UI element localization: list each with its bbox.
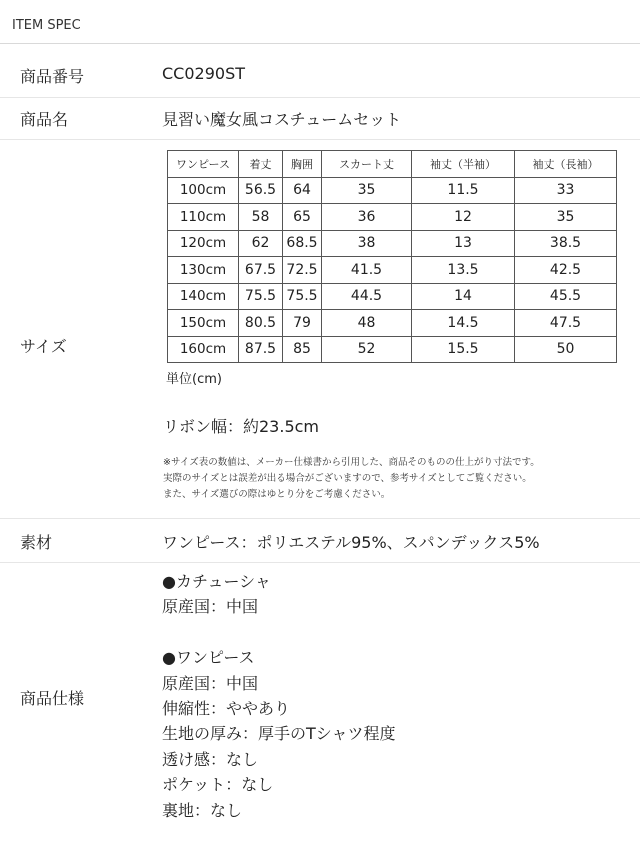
name-label: 商品名 xyxy=(20,110,69,129)
table-cell: 85 xyxy=(283,336,322,363)
table-cell: 36 xyxy=(322,204,412,231)
spec-line: 裏地：なし xyxy=(162,800,243,820)
table-cell: 11.5 xyxy=(412,177,515,204)
table-cell: 52 xyxy=(322,336,412,363)
table-cell: 15.5 xyxy=(412,336,515,363)
size-table-header: スカート丈 xyxy=(322,151,412,178)
spec-header xyxy=(0,0,640,44)
size-table-header: 胸囲 xyxy=(283,151,322,178)
note-line: ※サイズ表の数値は、メーカー仕様書から引用した、商品そのものの仕上がり寸法です。 xyxy=(163,457,540,468)
table-cell: 67.5 xyxy=(239,257,283,284)
table-row xyxy=(168,230,617,257)
code-label: 商品番号 xyxy=(20,67,85,86)
table-cell: 56.5 xyxy=(239,177,283,204)
table-cell: 42.5 xyxy=(515,257,617,284)
note-line: 実際のサイズとは誤差が出る場合がございますので、参考サイズとしてご覧ください。 xyxy=(163,473,532,484)
size-table-header: 袖丈（長袖） xyxy=(515,151,617,178)
table-cell: 160cm xyxy=(168,336,239,363)
table-cell: 80.5 xyxy=(239,310,283,337)
table-cell: 110cm xyxy=(168,204,239,231)
spec-line: 原産国：中国 xyxy=(162,597,259,617)
table-cell: 35 xyxy=(515,204,617,231)
table-row xyxy=(168,257,617,284)
table-cell: 79 xyxy=(283,310,322,337)
name-value: 見習い魔女風コスチュームセット xyxy=(162,110,402,129)
table-cell: 13 xyxy=(412,230,515,257)
note-line: また、サイズ選びの際はゆとり分をご考慮ください。 xyxy=(163,489,391,500)
spec-label: 商品仕様 xyxy=(20,689,85,708)
spec-line: ●カチューシャ xyxy=(162,572,271,591)
spec-header-title: ITEM SPEC xyxy=(12,18,81,33)
table-cell: 48 xyxy=(322,310,412,337)
table-cell: 72.5 xyxy=(283,257,322,284)
table-cell: 41.5 xyxy=(322,257,412,284)
size-unit: 単位(cm) xyxy=(166,372,222,387)
table-cell: 58 xyxy=(239,204,283,231)
size-notes xyxy=(163,455,540,503)
size-table-header: ワンピース xyxy=(168,151,239,178)
table-cell: 75.5 xyxy=(283,283,322,310)
size-label: サイズ xyxy=(20,337,67,356)
code-value: CC0290ST xyxy=(162,64,245,83)
table-cell: 68.5 xyxy=(283,230,322,257)
size-table-header-row xyxy=(168,151,617,178)
table-cell: 33 xyxy=(515,177,617,204)
spec-row-material xyxy=(0,519,640,563)
spec-line: ポケット：なし xyxy=(162,775,274,795)
table-cell: 13.5 xyxy=(412,257,515,284)
table-cell: 38.5 xyxy=(515,230,617,257)
table-cell: 65 xyxy=(283,204,322,231)
table-row xyxy=(168,336,617,363)
table-cell: 140cm xyxy=(168,283,239,310)
table-cell: 87.5 xyxy=(239,336,283,363)
spec-row-spec xyxy=(0,563,640,844)
spec-line: ●ワンピース xyxy=(162,648,255,668)
table-row xyxy=(168,204,617,231)
table-cell: 38 xyxy=(322,230,412,257)
table-cell: 64 xyxy=(283,177,322,204)
table-cell: 45.5 xyxy=(515,283,617,310)
table-cell: 120cm xyxy=(168,230,239,257)
table-cell: 50 xyxy=(515,336,617,363)
material-label: 素材 xyxy=(20,533,53,552)
table-cell: 14 xyxy=(412,283,515,310)
table-cell: 14.5 xyxy=(412,310,515,337)
spec-row-name xyxy=(0,98,640,140)
size-table xyxy=(167,150,617,363)
table-cell: 62 xyxy=(239,230,283,257)
spec-line: 原産国：中国 xyxy=(162,673,259,693)
table-cell: 12 xyxy=(412,204,515,231)
table-row xyxy=(168,283,617,310)
size-table-header: 袖丈（半袖） xyxy=(412,151,515,178)
table-cell: 35 xyxy=(322,177,412,204)
ribbon-width: リボン幅：約23.5cm xyxy=(163,417,320,436)
table-cell: 47.5 xyxy=(515,310,617,337)
table-cell: 100cm xyxy=(168,177,239,204)
spec-row-code xyxy=(0,56,640,98)
table-cell: 44.5 xyxy=(322,283,412,310)
spec-lines xyxy=(162,569,395,823)
table-cell: 75.5 xyxy=(239,283,283,310)
table-row xyxy=(168,310,617,337)
size-table-header: 着丈 xyxy=(239,151,283,178)
spec-line: 伸縮性：ややあり xyxy=(162,698,291,718)
table-cell: 150cm xyxy=(168,310,239,337)
table-row xyxy=(168,177,617,204)
table-cell: 130cm xyxy=(168,257,239,284)
spec-line: 生地の厚み：厚手のTシャツ程度 xyxy=(162,724,396,744)
spec-line-gap xyxy=(162,620,395,645)
material-value: ワンピース：ポリエステル95%、スパンデックス5% xyxy=(162,533,540,552)
spec-line: 透け感：なし xyxy=(162,749,259,769)
